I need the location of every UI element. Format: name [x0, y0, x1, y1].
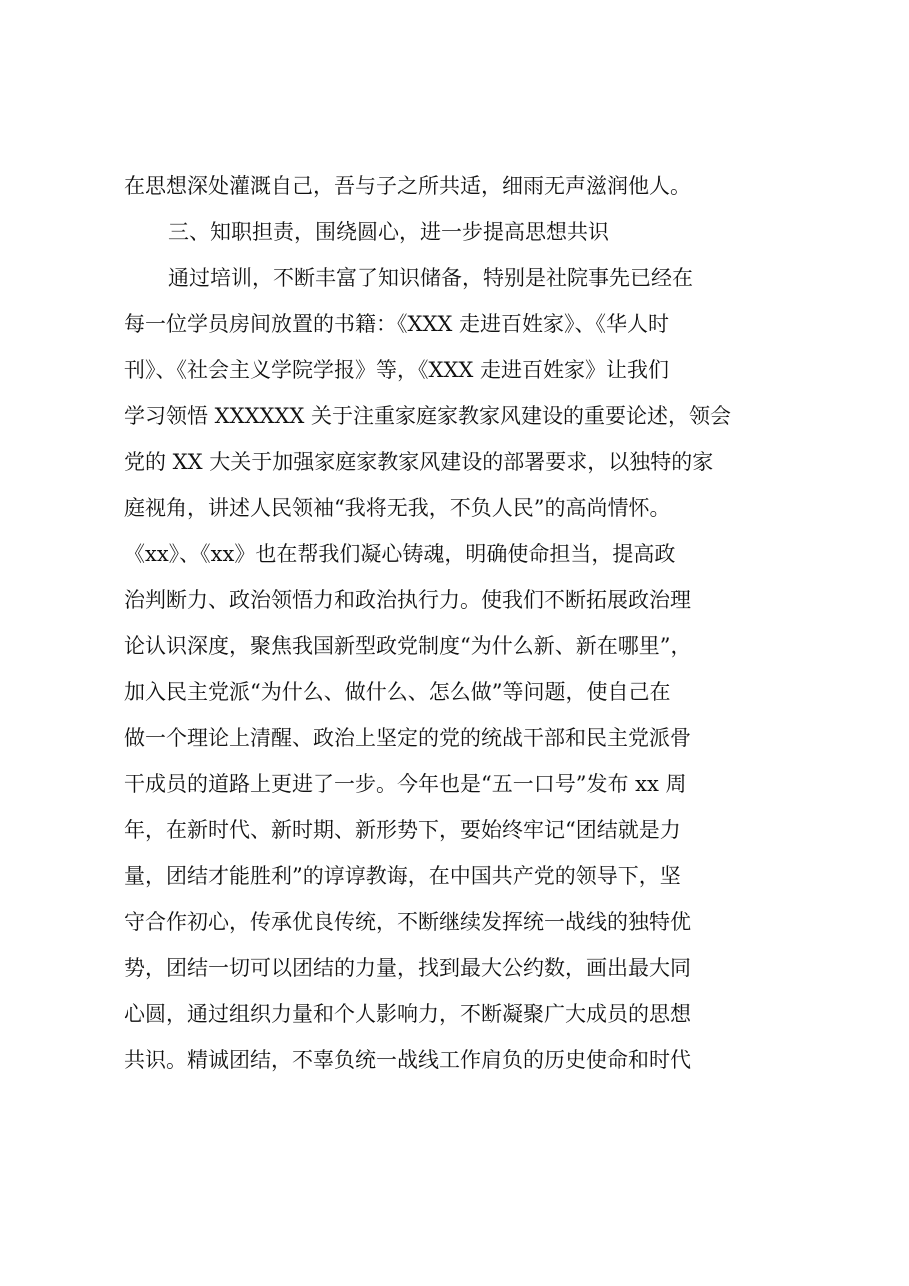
text-line: 《xx》、《xx》也在帮我们凝心铸魂，明确使命担当，提高政 — [124, 542, 676, 566]
text-line: 每一位学员房间放置的书籍：《XXX 走进百姓家》、《华人时 — [124, 312, 670, 336]
text-line: 势，团结一切可以团结的力量，找到最大公约数，画出最大同 — [124, 956, 691, 980]
text-line: 量，团结才能胜利”的谆谆教诲，在中国共产党的领导下，坚 — [124, 864, 681, 888]
text-line: 党的 XX 大关于加强家庭家教家风建设的部署要求，以独特的家 — [124, 450, 714, 474]
section-heading: 三、知职担责，围绕圆心，进一步提高思想共识 — [168, 220, 609, 244]
text-line: 论认识深度，聚焦我国新型政党制度“为什么新、新在哪里”， — [124, 634, 692, 658]
text-line: 守合作初心，传承优良传统，不断继续发挥统一战线的独特优 — [124, 910, 691, 934]
text-line: 年，在新时代、新时期、新形势下，要始终牢记“团结就是力 — [124, 818, 681, 842]
text-line: 在思想深处灌溉自己，吾与子之所共适，细雨无声滋润他人。 — [124, 174, 691, 198]
text-line: 治判断力、政治领悟力和政治执行力。使我们不断拓展政治理 — [124, 588, 691, 612]
text-line: 庭视角，讲述人民领袖“我将无我，不负人民”的高尚情怀。 — [124, 496, 671, 520]
text-line: 通过培训，不断丰富了知识储备，特别是社院事先已经在 — [168, 266, 693, 290]
text-line: 刊》、《社会主义学院学报》等，《XXX 走进百姓家》让我们 — [124, 358, 670, 382]
text-line: 做一个理论上清醒、政治上坚定的党的统战干部和民主党派骨 — [124, 726, 691, 750]
text-line: 加入民主党派“为什么、做什么、怎么做”等问题，使自己在 — [124, 680, 671, 704]
text-line: 干成员的道路上更进了一步。今年也是“五一口号”发布 xx 周 — [124, 772, 687, 796]
text-line: 共识。精诚团结，不辜负统一战线工作肩负的历史使命和时代 — [124, 1048, 691, 1072]
text-line: 学习领悟 XXXXXX 关于注重家庭家教家风建设的重要论述，领会 — [124, 404, 732, 428]
text-line: 心圆，通过组织力量和个人影响力，不断凝聚广大成员的思想 — [124, 1002, 691, 1026]
